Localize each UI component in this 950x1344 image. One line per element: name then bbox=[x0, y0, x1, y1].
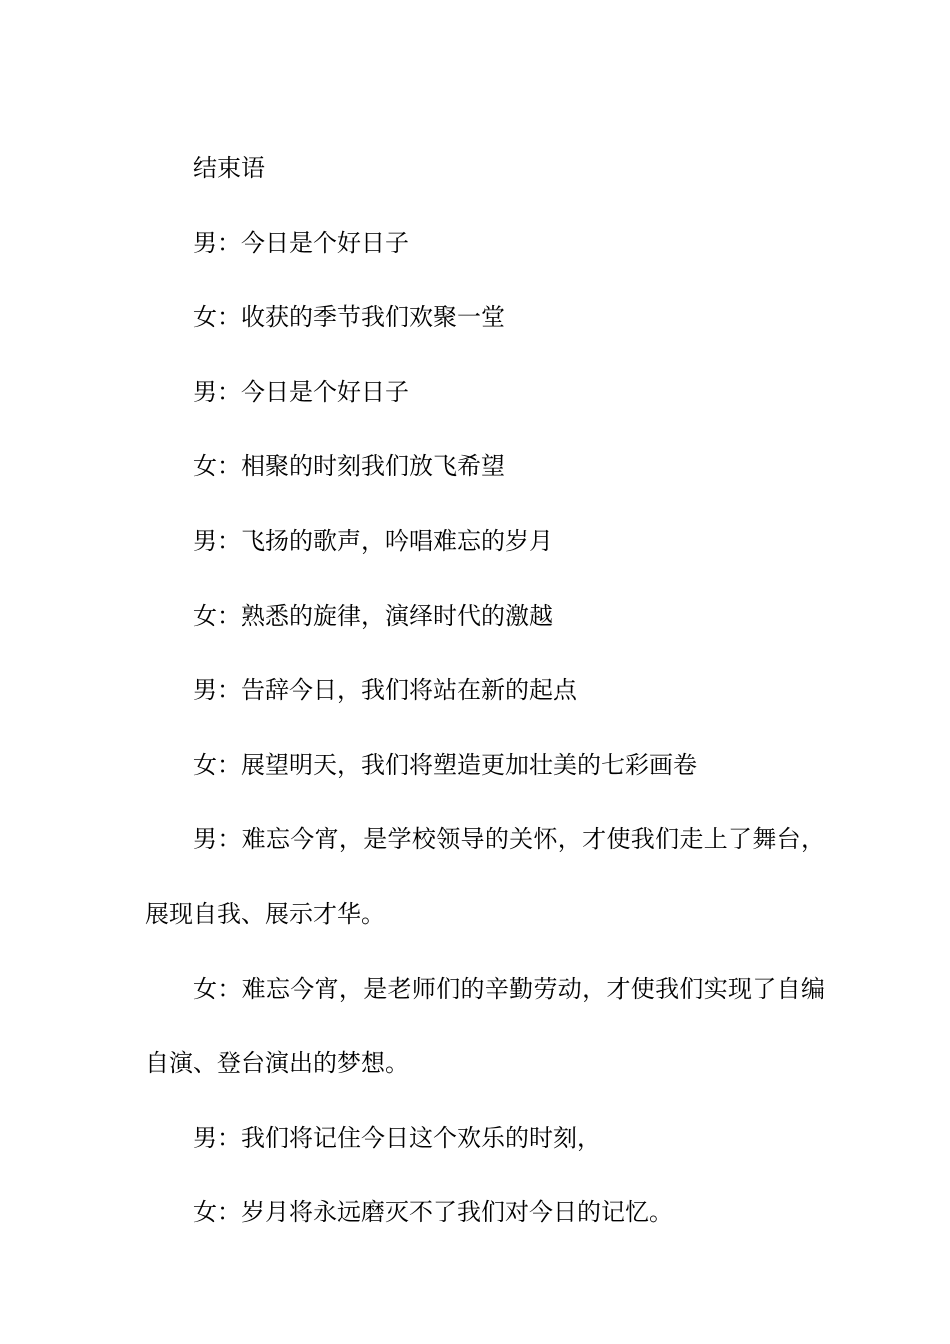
paragraph: 女：展望明天，我们将塑造更加壮美的七彩画卷 bbox=[193, 750, 697, 779]
paragraph: 女：岁月将永远磨灭不了我们对今日的记忆。 bbox=[193, 1198, 673, 1227]
paragraph: 女：熟悉的旋律，演绎时代的激越 bbox=[193, 601, 553, 630]
paragraph: 男：告辞今日，我们将站在新的起点 bbox=[193, 676, 577, 705]
paragraph: 女：相聚的时刻我们放飞希望 bbox=[193, 452, 505, 481]
document-body bbox=[145, 131, 825, 1250]
paragraph: 男：今日是个好日子 bbox=[193, 228, 409, 257]
document-title: 结束语 bbox=[193, 154, 265, 182]
paragraph: 女：收获的季节我们欢聚一堂 bbox=[193, 303, 505, 332]
paragraph: 男：我们将记住今日这个欢乐的时刻， bbox=[193, 1123, 601, 1152]
paragraph: 男：飞扬的歌声，吟唱难忘的岁月 bbox=[193, 526, 553, 555]
paragraph: 女：难忘今宵，是老师们的辛勤劳动，才使我们实现了自编自演、登台演出的梦想。 bbox=[145, 974, 825, 1078]
paragraph: 男：难忘今宵，是学校领导的关怀，才使我们走上了舞台，展现自我、展示才华。 bbox=[145, 825, 825, 928]
paragraph: 男：今日是个好日子 bbox=[193, 377, 409, 406]
